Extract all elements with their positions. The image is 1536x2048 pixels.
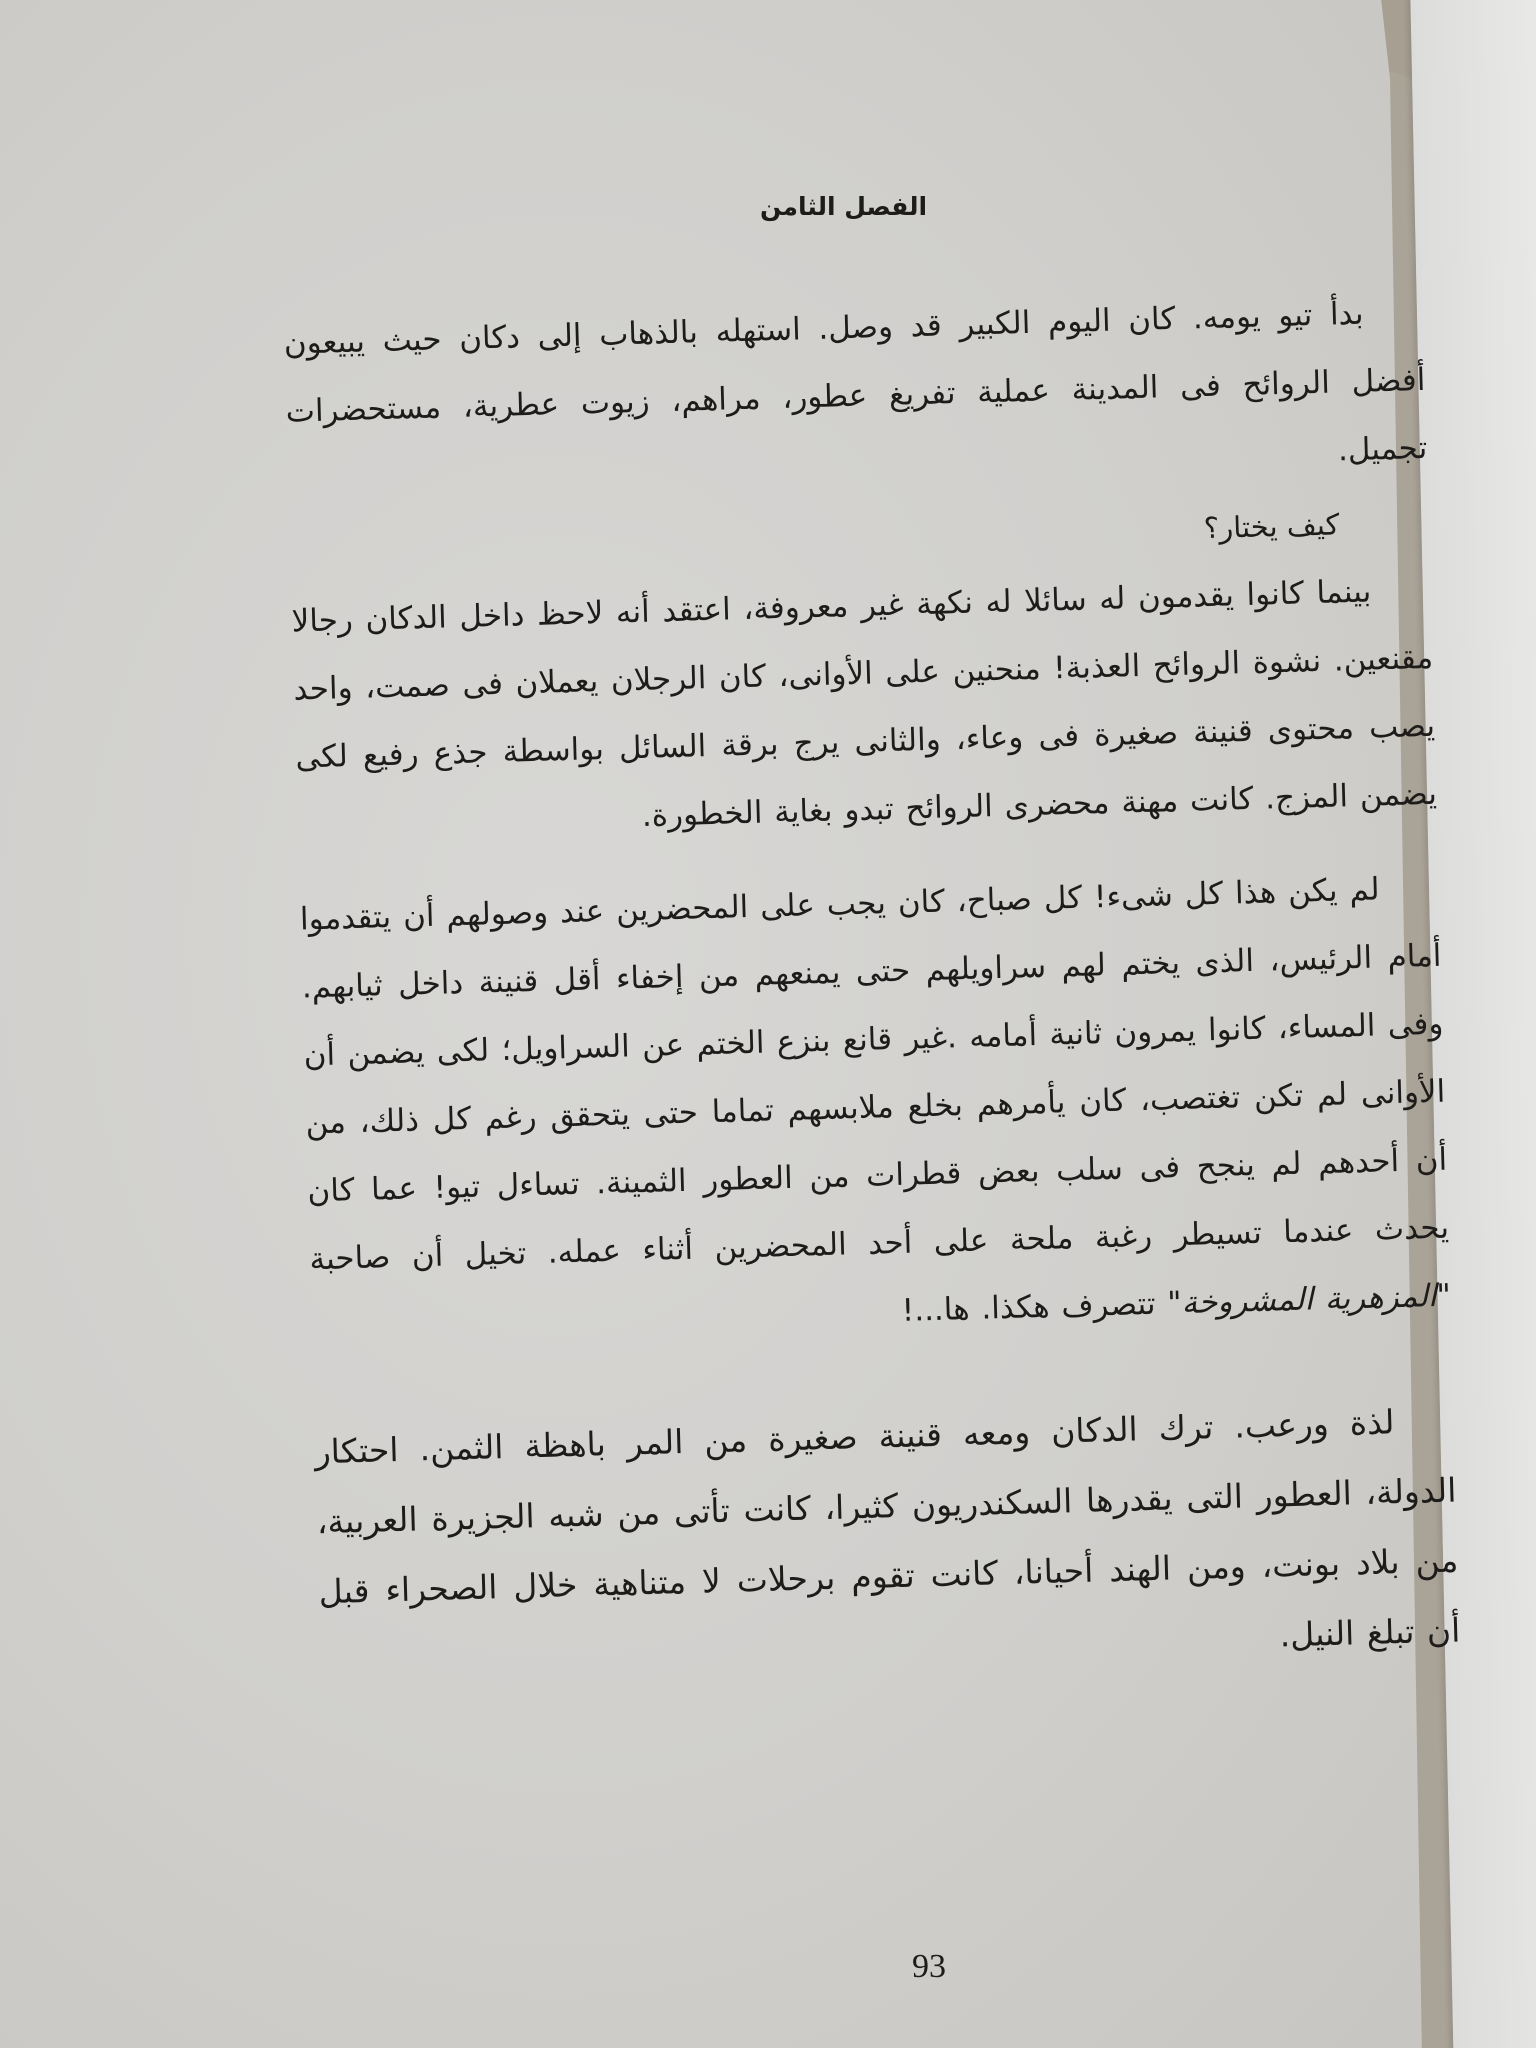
paragraph-4 [299, 854, 1452, 1362]
paragraph-5 [314, 1386, 1461, 1698]
paragraph-text-end: " تتصرف هكذا. ها...! [901, 1285, 1183, 1329]
paragraph-text: بدأ تيو يومه. كان اليوم الكبير قد وصل. استهله بالذهاب إلى دكان حيث يبيعون أفضل الروائح فى المدينة عملية تفريغ عطور، مراهم، زيوت عطرية، مستحضرات تجميل. [283, 295, 1428, 469]
indent [1371, 600, 1431, 602]
page-number: 93 [912, 1948, 946, 1985]
paragraph-text: لذة ورعب. ترك الدكان ومعه قنينة صغيرة من المر باهظة الثمن. احتكار الدولة، العطور التى يقدرها السكندريون كثيرا، كانت تأتى من شبه الجزيرة العربية، من بلاد بونت، ومن الهند أحيانا، كانت تقوم برحلات لا متناهية خلال الصحراء قبل أن تبلغ النيل. [314, 1402, 1461, 1655]
paragraph-3 [291, 556, 1438, 860]
chapter-title: الفصل الثامن [760, 192, 928, 221]
paragraph-1 [283, 278, 1428, 514]
indent [1395, 1432, 1455, 1434]
indent [1364, 322, 1424, 324]
indent [1380, 898, 1440, 900]
paragraph-text: بينما كانوا يقدمون له سائلا له نكهة غير معروفة، اعتقد أنه لاحظ داخل الدكان رجالا مقنعين. نشوة الروائح العذبة! منحنين على الأوانى، كان الرجلان يعملان فى صمت، واحد يصب محتوى قنينة صغيرة فى وعاء، والثانى يرج برقة السائل بواسطة جذع رفيع لكى يضمن المزج. كانت مهنة محضرى الروائح تبدو بغاية الخطورة. [291, 573, 1438, 834]
body-text [280, 190, 1461, 1697]
paragraph-question: كيف يختار؟ [1203, 507, 1340, 546]
paragraph-text: لم يكن هذا كل شىء! كل صباح، كان يجب على المحضرين عند وصولهم أن يتقدموا أمام الرئيس، الذى يختم لهم سراويلهم حتى يمنعهم من إخفاء أقل قنينة داخل ثيابهم. وفى المساء، كانوا يمرون ثانية أمامه .غير قانع بنزع الختم عن السراويل؛ لكى يضمن أن الأوانى لم تكن تغتصب، كان يأمرهم بخلع ملابسهم تماما حتى يتحقق رغم كل ذلك، من أن أحدهم لم ينجح فى سلب بعض قطرات من العطور الثمينة. تساءل تيو! عما كان يحدث عندما تسيطر رغبة ملحة على أحد المحضرين أثناء عمله. تخيل أن صاحبة " [299, 871, 1452, 1314]
italic-quote: المزهرية المشروخة [1181, 1277, 1438, 1322]
